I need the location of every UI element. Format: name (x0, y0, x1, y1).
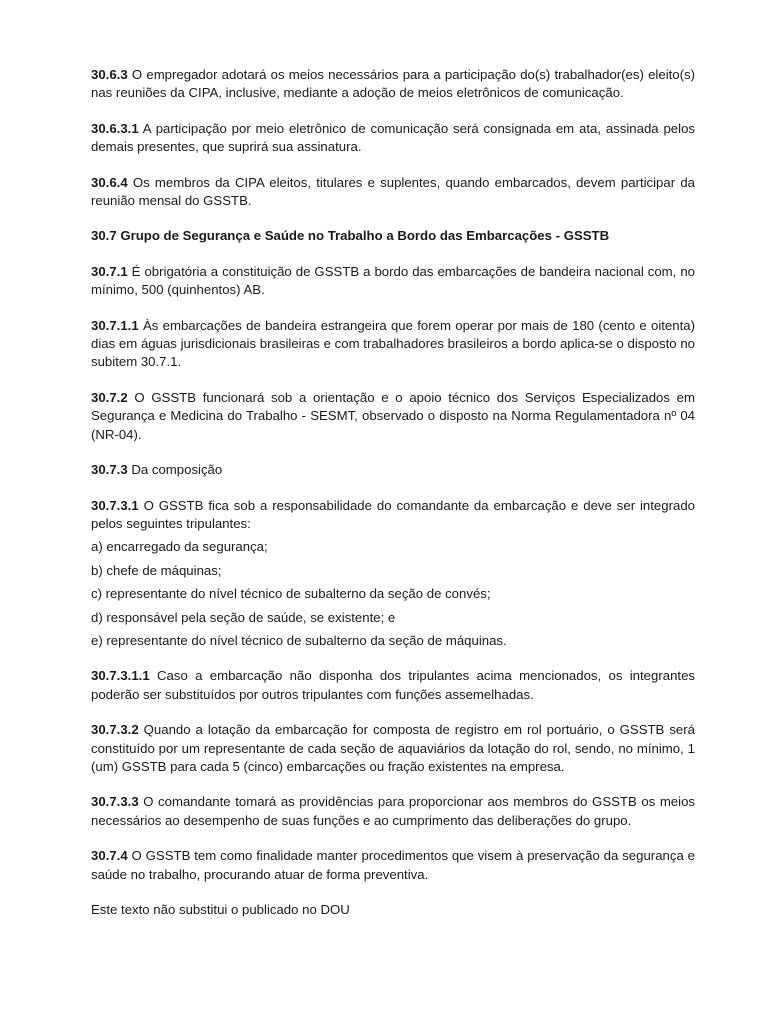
item-text: O GSSTB tem como finalidade manter procedimentos que visem à preservação da segurança e saúde no trabalho, procurando atuar de forma preventiva. (91, 848, 695, 882)
item-number: 30.7.3 (91, 462, 128, 478)
list-item-d: d) responsável pela seção de saúde, se existente; e (91, 609, 396, 625)
item-text: É obrigatória a constituição de GSSTB a bordo das embarcações de bandeira nacional com, no mínimo, 500 (quinhentos) AB. (91, 263, 695, 298)
list-item-e: e) representante do nível técnico de subalterno da seção de máquinas. (91, 632, 507, 648)
item-number: 30.7.2 (91, 389, 128, 405)
item-number: 30.7.1.1 (91, 317, 139, 333)
list-item-a: a) encarregado da segurança; (91, 539, 268, 555)
item-text: Da composição (127, 462, 223, 478)
paragraph-30-7-3-1 (91, 497, 695, 534)
item-number: 30.7.3.1 (91, 497, 139, 513)
paragraph-30-6-3-1 (91, 120, 695, 157)
item-text: Caso a embarcação não disponha dos tripulantes acima mencionados, os integrantes poderão ser substituídos por outros tripulantes com funções assemelhadas. (91, 668, 695, 702)
item-number: 30.6.3 (91, 67, 128, 82)
item-number: 30.7.1 (91, 263, 128, 279)
item-text: Os membros da CIPA eleitos, titulares e suplentes, quando embarcados, devem participar da reunião mensal do GSSTB. (91, 174, 695, 209)
paragraph-30-7-1-1 (91, 317, 695, 372)
paragraph-30-7-2 (91, 389, 695, 444)
footer-note: Este texto não substitui o publicado no DOU (91, 902, 350, 917)
paragraph-30-7-3-3 (91, 793, 695, 830)
item-text: Quando a lotação da embarcação for composta de registro em rol portuário, o GSSTB será constituído por um representante de cada seção de aquaviários da lotação do rol, sendo, no mínimo, 1 (um) GSSTB para cada 5 (cinco) embarcações ou fração existentes na empresa. (91, 722, 695, 774)
paragraph-30-7-3 (91, 461, 695, 479)
paragraph-30-7-3-1-1 (91, 667, 695, 704)
list-item-c: c) representante do nível técnico de subalterno da seção de convés; (91, 586, 491, 602)
item-number: 30.6.4 (91, 174, 128, 190)
item-text: A participação por meio eletrônico de comunicação será consignada em ata, assinada pelos demais presentes, que suprirá sua assinatura. (91, 120, 695, 155)
item-number: 30.7.3.3 (91, 794, 139, 810)
list-item-b: b) chefe de máquinas; (91, 562, 222, 578)
item-number: 30.7.4 (91, 848, 128, 864)
paragraph-30-7-1 (91, 263, 695, 300)
item-text: O empregador adotará os meios necessários para a participação do(s) trabalhador(es) eleito(s) nas reuniões da CIPA, inclusive, mediante a adoção de meios eletrônicos de comunicação. (91, 67, 695, 101)
item-text: O comandante tomará as providências para proporcionar aos membros do GSSTB os meios necessários ao desempenho de suas funções e ao cumprimento das deliberações do grupo. (91, 794, 695, 828)
item-number: 30.7.3.2 (91, 722, 139, 738)
paragraph-30-6-4 (91, 174, 695, 211)
paragraph-30-6-3 (91, 66, 695, 103)
item-text: O GSSTB fica sob a responsabilidade do comandante da embarcação e deve ser integrado pelos seguintes tripulantes: (91, 497, 695, 531)
item-text: Às embarcações de bandeira estrangeira que forem operar por mais de 180 (cento e oitenta) dias em águas jurisdicionais brasileiras e com trabalhadores brasileiros a bordo aplica-se o disposto no subitem 30.7.1. (91, 317, 695, 370)
item-number: 30.6.3.1 (91, 120, 139, 136)
section-heading-30-7: 30.7 Grupo de Segurança e Saúde no Trabalho a Bordo das Embarcações - GSSTB (91, 228, 610, 244)
paragraph-30-7-3-2 (91, 721, 695, 776)
item-text: O GSSTB funcionará sob a orientação e o apoio técnico dos Serviços Especializados em Segurança e Medicina do Trabalho - SESMT, observado o disposto na Norma Regulamentadora nº 04 (NR-04). (91, 389, 695, 442)
item-number: 30.7.3.1.1 (91, 668, 150, 684)
paragraph-30-7-4 (91, 847, 695, 884)
